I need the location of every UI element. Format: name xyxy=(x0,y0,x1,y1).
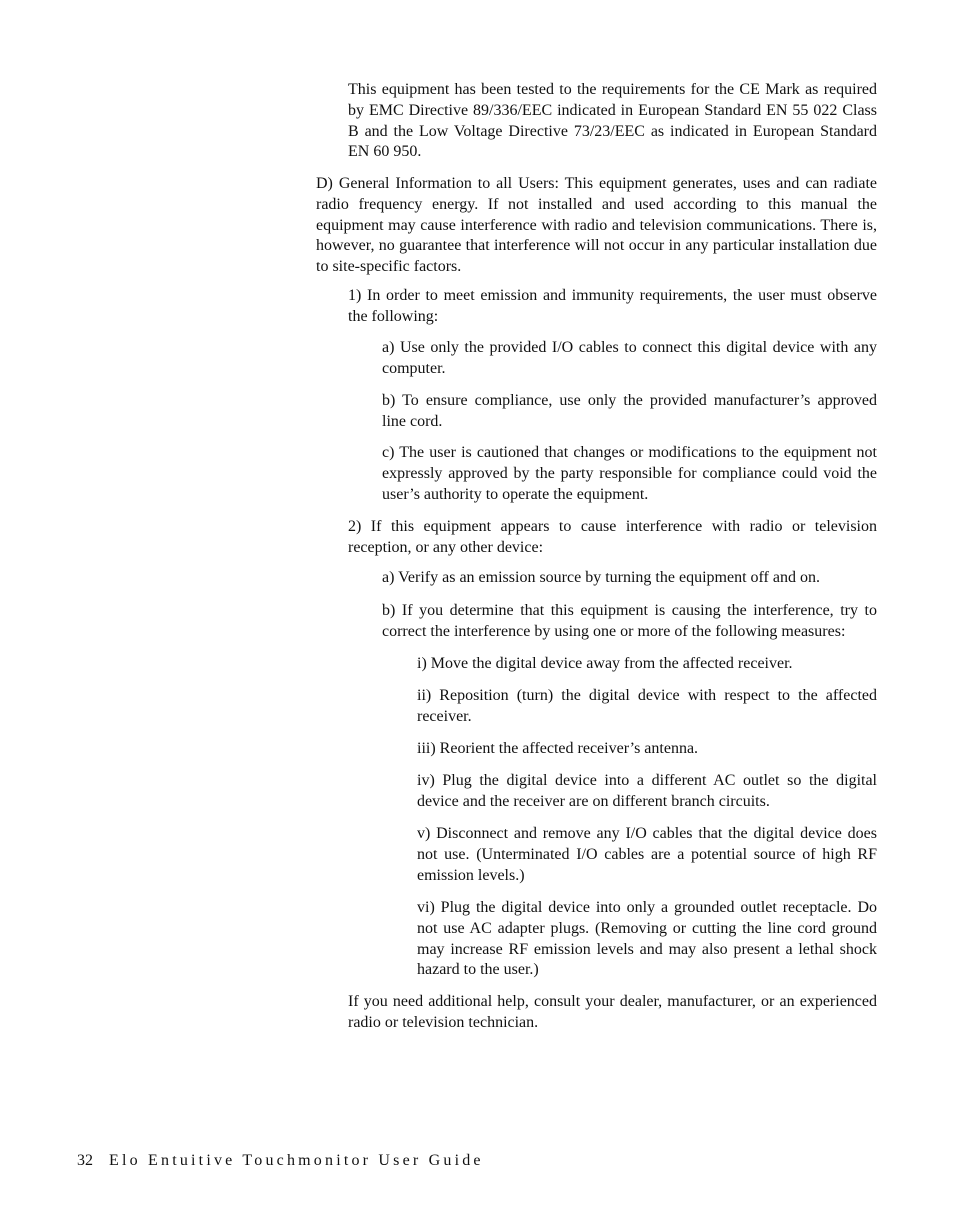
ce-mark-paragraph: This equipment has been tested to the requirements for the CE Mark as required by EMC Directive 89/336/EEC indicated in European Standard EN 55 022 Class B and the Low Voltage Directive 73/23/EEC as indicated in European Standard EN 60 950. xyxy=(348,81,877,161)
item-i-paragraph: i) Move the digital device away from the affected receiver. xyxy=(417,655,793,672)
item-2b-paragraph: b) If you determine that this equipment is causing the interference, try to correct the interference by using one or more of the following measures: xyxy=(382,602,877,640)
item-2a-paragraph: a) Verify as an emission source by turning the equipment off and on. xyxy=(382,569,820,586)
item-iv-paragraph: iv) Plug the digital device into a different AC outlet so the digital device and the receiver are on different branch circuits. xyxy=(417,772,877,810)
item-2-paragraph: 2) If this equipment appears to cause interference with radio or television reception, or any other device: xyxy=(348,518,877,556)
closing-paragraph: If you need additional help, consult your dealer, manufacturer, or an experienced radio or television technician. xyxy=(348,993,877,1031)
item-1b-paragraph: b) To ensure compliance, use only the provided manufacturer’s approved line cord. xyxy=(382,392,877,430)
page-number: 32 xyxy=(77,1152,93,1169)
item-1a-paragraph: a) Use only the provided I/O cables to connect this digital device with any computer. xyxy=(382,339,877,377)
item-1-paragraph: 1) In order to meet emission and immunity requirements, the user must observe the following: xyxy=(348,287,877,325)
item-v-paragraph: v) Disconnect and remove any I/O cables that the digital device does not use. (Unterminated I/O cables are a potential source of high RF emission levels.) xyxy=(417,825,877,884)
item-vi-paragraph: vi) Plug the digital device into only a grounded outlet receptacle. Do not use AC adapter plugs. (Removing or cutting the line cord ground may increase RF emission levels and may also present a lethal shock hazard to the user.) xyxy=(417,899,877,979)
item-1c-paragraph: c) The user is cautioned that changes or modifications to the equipment not expressly approved by the party responsible for compliance could void the user’s authority to operate the equipment. xyxy=(382,444,877,503)
footer-title: Elo Entuitive Touchmonitor User Guide xyxy=(109,1152,484,1169)
page-footer xyxy=(77,1151,484,1171)
section-d-paragraph: D) General Information to all Users: This equipment generates, uses and can radiate radio frequency energy. If not installed and used according to this manual the equipment may cause interference with radio and television communications. There is, however, no guarantee that interference will not occur in any particular installation due to site-specific factors. xyxy=(316,175,877,276)
item-iii-paragraph: iii) Reorient the affected receiver’s antenna. xyxy=(417,740,699,757)
item-ii-paragraph: ii) Reposition (turn) the digital device with respect to the affected receiver. xyxy=(417,687,877,725)
